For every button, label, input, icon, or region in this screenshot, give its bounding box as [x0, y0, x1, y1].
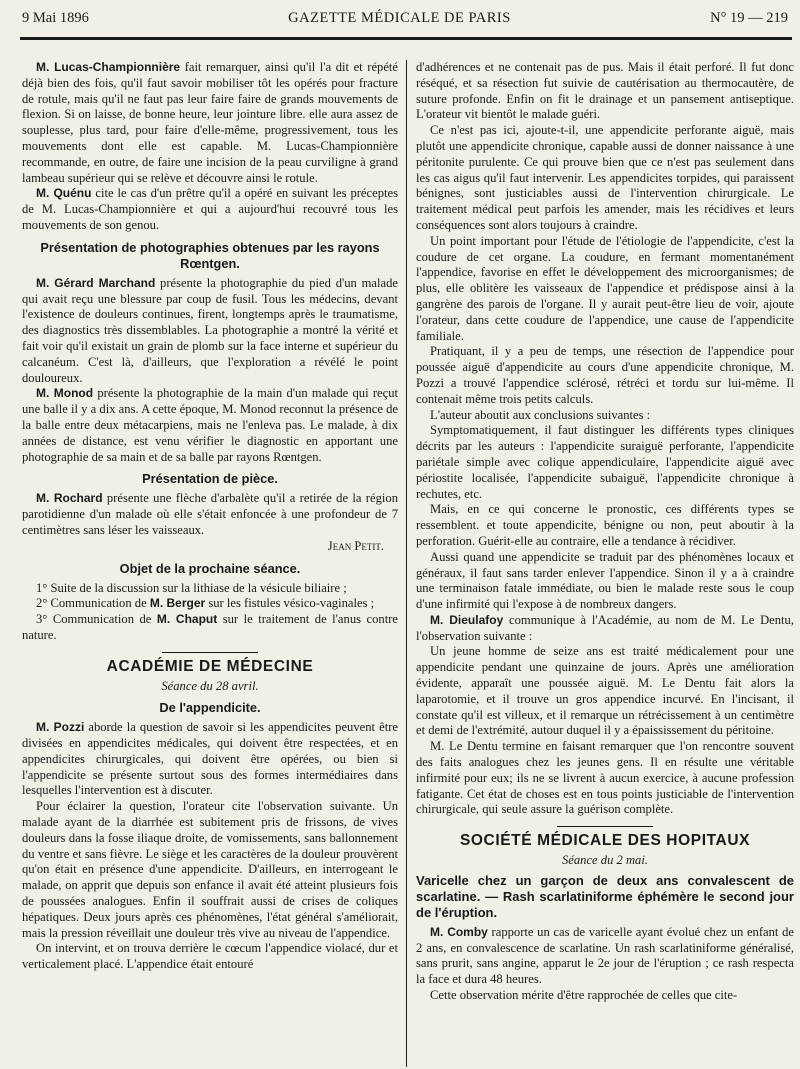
- section-heading: De l'appendicite.: [159, 700, 261, 716]
- paragraph: M. Pozzi aborde la question de savoir si les appendicites peuvent être divisées en appendicites médicales, qui doivent être respectées, et en appendicites chirurgicales, qui doivent être opérées, ou bien si l'appendicite se présente surtout sous des formes intermédiaires dans lesquelles l'intervention est à discuter.: [22, 720, 398, 798]
- section-heading: Présentation de photographies obtenues par les rayons Rœntgen.: [40, 239, 380, 271]
- paragraph: Mais, en ce qui concerne le pronostic, ces différents types se ressemblent. et toute appendicite, bénigne ou non, peut aboutir à la perforation. Guérit-elle au contraire, elle a tendance à récidiver.: [416, 502, 794, 548]
- agenda-item: 2° Communication de M. Berger sur les fistules vésico-vaginales ;: [36, 596, 375, 611]
- header-number: N° 19 — 219: [710, 10, 788, 26]
- agenda-item: 3° Communication de M. Chaput sur le traitement de l'anus contre nature.: [22, 612, 398, 642]
- author-signature: Jean Petit.: [327, 538, 384, 553]
- header-title: GAZETTE MÉDICALE DE PARIS: [288, 10, 511, 26]
- speaker-name: M. Dieulafoy: [430, 612, 504, 627]
- agenda-item: 1° Suite de la discussion sur la lithiase de la vésicule biliaire ;: [36, 580, 347, 595]
- speaker-name: M. Pozzi: [36, 720, 85, 735]
- paragraph: d'adhérences et ne contenait pas de pus. Mais il était perforé. Il fut donc réséqué, et sa résection fut suivie de cautérisation au thermocautère, de suture profonde. Enfin on fit le drainage et un pansement antiseptique. L'orateur vit bientôt le malade guéri.: [416, 60, 794, 122]
- speaker-name: M. Rochard: [36, 491, 103, 506]
- paragraph: M. Dieulafoy communique à l'Académie, au nom de M. Le Dentu, l'observation suivante :: [416, 612, 794, 643]
- speaker-name: M. Monod: [36, 386, 94, 401]
- societe-heading: SOCIÉTÉ MÉDICALE DES HOPITAUX: [459, 832, 751, 850]
- speaker-name: M. Comby: [430, 924, 488, 939]
- right-column: [416, 60, 794, 1004]
- section-heading: Présentation de pièce.: [142, 471, 278, 487]
- paragraph: Aussi quand une appendicite se traduit par des phénomènes locaux et généraux, il faut sans tarder enlever l'appendice. Sinon il y a à craindre une terminaison fatale immédiate, ou bien le malade reste sous le coup d'une infirmité qui l'expose à de nombreux dangers.: [416, 549, 794, 612]
- paragraph: L'auteur aboutit aux conclusions suivantes :: [430, 407, 651, 422]
- column-divider: [406, 60, 407, 1067]
- paragraph: Ce n'est pas ici, ajoute-t-il, une appendicite perforante aiguë, mais plutôt une appendicite chronique, capable aussi de donner naissance à une péritonite purulente. Ce qui prouve bien que ce n'est pas seulement dans les cas aigus qu'il faut intervenir. Les appendicites torpides, qui paraissent bénignes, sont justiciables aussi de l'intervention chirurgicale. Le traitement médical peut parfois les amender, mais les récidives et leurs conséquences sont alors toujours à craindre.: [416, 123, 794, 232]
- paragraph: M. Gérard Marchand présente la photographie du pied d'un malade qui avait reçu une blessure par coup de fusil. Tous les médecins, devant l'existence de douleurs continues, firent, longtemps après le traumatisme, des diagnostics très dissemblables. La photographie a montré la vérité et fait voir qu'il existait un grain de plomb sur la face interne et supérieur du calcanéum. C'est là, d'ailleurs, que l'exploration a révélé le point douloureux.: [22, 275, 398, 385]
- paragraph: Cette observation mérite d'être rapprochée de celles que cite-: [430, 988, 738, 1003]
- paragraph: Symptomatiquement, il faut distinguer les différents types cliniques décrits par les auteurs : l'appendicite suraiguë perforante, l'appendicite pariétale simple avec colique appendiculaire, l'appendicite aiguë avec périostite localisée, l'appendicite subaiguë, l'appendicite chronique à rechutes, etc.: [416, 423, 794, 501]
- paragraph: Pratiquant, il y a peu de temps, une résection de l'appendice pour poussée aiguë d'appendicite au cours d'une appendicite chronique, M. Pozzi a trouvé l'appendice sclérosé, rétréci et tordu sur lui-même. Il contenait même trois petits calculs.: [416, 344, 794, 406]
- header-rule: [20, 37, 792, 40]
- paragraph: M. Le Dentu termine en faisant remarquer que l'on rencontre souvent des faits analogues chez les jeunes gens. Il en résulte une véritable infirmité pour eux; ils ne se livrent à aucun exercice, à aucune profession fatigante. Cet état de choses est en tous points justiciable de l'intervention chirurgicale, qui seule assure la guérison complète.: [416, 739, 794, 817]
- section-rule: [162, 652, 258, 653]
- columns: [22, 60, 792, 1069]
- paragraph: M. Rochard présente une flèche d'arbalète qu'il a retirée de la région parotidienne d'un malade où elle s'était enfoncée à une profondeur de 7 centimètres sans léser les vaisseaux.: [22, 491, 398, 537]
- section-heading: Objet de la prochaine séance.: [119, 560, 301, 576]
- speaker-name: M. Quénu: [36, 186, 92, 201]
- paragraph: Un jeune homme de seize ans est traité médicalement pour une appendicite pendant une quinzaine de jours. Après une amélioration évidente, apparaît une poussée aiguë. M. Le Dentu fait alors la laparotomie, et il trouve un gros appendice incurvé. En l'incisant, il constate qu'il est villeux, et il remarque un rétrécissement à un centimètre et demi de l'extrémité, autour duquel il y a épaississement du péritoine.: [416, 644, 794, 738]
- section-rule: [557, 826, 653, 827]
- paragraph: M. Comby rapporte un cas de varicelle ayant évolué chez un enfant de 2 ans, en convalescence de scarlatine. Un rash scarlatiniforme généralisé, sans prurit, sans angine, apparut le 2e jour de l'éruption ; ce rash respecta la face et dura 48 heures.: [416, 924, 794, 987]
- paragraph: M. Monod présente la photographie de la main d'un malade qui reçut une balle il y a dix ans. A cette époque, M. Monod reconnut la présence de la balle entre deux métacarpiens, mais ne l'enleva pas. Le malade, à dix années de distance, est venu vérifier le diagnostic en apportant une photographie de sa main et de sa balle par rayons Rœntgen.: [22, 386, 399, 464]
- paragraph: M. Lucas-Championnière fait remarquer, ainsi qu'il l'a dit et répété déjà bien des fois, qu'il faut savoir mobiliser tôt les opérés pour fracture de rotule, mais qu'il ne faut pas leur faire faire de grands mouvements de flexion. Si on laisse, de bonne heure, leur jointure libre. elle aura assez de souplesse, plus tard, pour faire d'elle-même, progressivement, tous les mouvements dont elle est capable. M. Lucas-Championnière recommande, en outre, de faire une incision de la peau curviligne à grand lambeau supérieur qui se relève et découvre ainsi le rotule.: [22, 60, 399, 185]
- paragraph: M. Quénu cite le cas d'un prêtre qu'il a opéré en suivant les préceptes de M. Lucas-Championnière et qui a aujourd'hui recouvré tous les mouvements de son genou.: [22, 186, 398, 232]
- session-date: Séance du 28 avril.: [161, 678, 259, 693]
- header-date: 9 Mai 1896: [22, 10, 89, 26]
- case-title: Varicelle chez un garçon de deux ans convalescent de scarlatine. — Rash scarlatiniforme éphémère le second jour de l'éruption.: [416, 872, 794, 920]
- paragraph: On intervint, et on trouva derrière le cœcum l'appendice violacé, dur et verticalement placé. L'appendice était entouré: [22, 941, 398, 972]
- paragraph: Pour éclairer la question, l'orateur cite l'observation suivante. Un malade ayant de la diarrhée est subitement pris de frissons, de vives douleurs dans la fosse iliaque droite, de vomissements, sans ballonnement du ventre et sans fièvre. Le siège et les caractères de la douleur prouvèrent qu'on était en présence d'une appendicite. D'ailleurs, en interrogeant le malade, on apprit que depuis son enfance il avait été atteint plusieurs fois de poussées analogues. Enfin il souffrait aussi de crises de coliques hépatiques. Deux jours après ces phénomènes, l'état général s'améliorait, mais la pression réveillait une douleur très vive au niveau de l'appendice.: [22, 799, 398, 940]
- left-column: [22, 60, 398, 973]
- speaker-name: M. Berger: [149, 596, 206, 611]
- paragraph: Un point important pour l'étude de l'étiologie de l'appendicite, c'est la coudure de cet organe. La coudure, en fermant momentanément l'appendice, favorise en effet le développement des microorganismes; de plus, elle oblitère les vaisseaux de l'appendice et prédispose ainsi à la gangrène des parois de l'organe. Il y aurait peut-être lieu de voir, ajoute l'orateur, dans cette coudure de l'appendice, une cause de l'appendicite familiale.: [416, 233, 794, 343]
- speaker-name: M. Gérard Marchand: [36, 275, 156, 290]
- academie-heading: ACADÉMIE DE MÉDECINE: [106, 657, 314, 675]
- speaker-name: M. Lucas-Championnière: [36, 60, 181, 74]
- session-date: Séance du 2 mai.: [561, 853, 649, 868]
- page-header: [22, 10, 788, 32]
- speaker-name: M. Chaput: [156, 612, 218, 627]
